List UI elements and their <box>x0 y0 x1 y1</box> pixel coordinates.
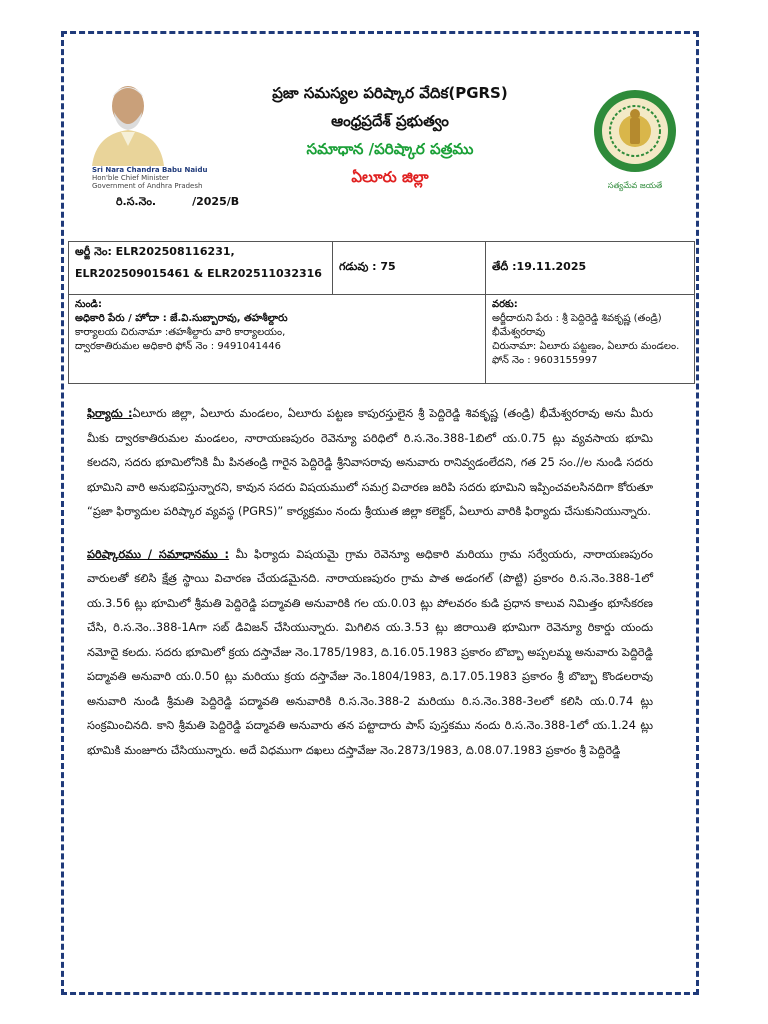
petitioner-name: అర్జీదారుని పేరు : శ్రీ పెద్దిరెడ్డి శివకృష్ణ (తండ్రి) భీమేశ్వరరావు <box>492 313 662 338</box>
andhra-pradesh-emblem-icon <box>592 84 678 194</box>
complaint-label: ఫిర్యాదు : <box>87 407 133 420</box>
from-cell <box>69 295 486 384</box>
resolution-text: మీ ఫిర్యాదు విషయమై గ్రామ రెవెన్యూ అధికారి మరియు గ్రామ సర్వేయరు, నారాయణపురం వారులతో కలిసి క్షేత్ర స్థాయి విచారణ చేయడమైనది. నారాయణపురం గ్రామ పాత అడంగల్ (పొట్టి) ప్రకారం రి.స.నెం.388-1లో య.3.56 ట్లు భూమిలో శ్రీమతి పెద్దిరెడ్డి పద్మావతి అనువారికి గల య.0.03 ట్లు పోలవరం కుడి ప్రధాన కాలువ నిమిత్తం భూసేకరణ చేసి, రి.స.నెం..388-1Aగా సబ్ డివిజన్ చేసియున్నారు. మిగిలిన య.3.53 ట్లు జిరాయితి భూమిగా రెవెన్యూ రికార్డు యందు నమోదై కలదు. సదరు భూమిలో క్రయ దస్తావేజు నెం.1785/1983, ది.16.05.1983 ప్రకారం బొబ్బా అప్పలమ్మ అనువారు పెద్దిరెడ్డి పద్మావతి అనువారి య.0.50 ట్లు మరియు క్రయ దస్తావేజు నెం.1804/1983, ది.17.05.1983 ప్రకారం శ్రీ బొబ్బా కొండలరావు అనువారి నుండి శ్రీమతి పెద్దిరెడ్డి పద్మావతి అనువారికి రి.స.నెం.388-2 మరియు రి.స.నెం.388-3లలో కలిసి య.0.74 ట్లు సంక్రమించినది. కాని శ్రీమతి పెద్దిరెడ్డి పద్మావతి అనువారు తన పట్టాదారు పాస్ పుస్తకము నందు రి.స.నెం.388-1లో య.1.24 ట్లు భూమికి మంజూరు చేసియున్నారు. అదే విధముగా దఖలు దస్తావేజు నెం.2873/1983, ది.08.07.1983 ప్రకారం శ్రీ పెద్దిరెడ్డి <box>87 547 653 757</box>
complaint-paragraph <box>87 402 653 525</box>
petition-details-table <box>68 241 695 384</box>
from-label: నుండి: <box>75 299 102 310</box>
resolution-paragraph <box>87 543 653 764</box>
letter-body <box>87 402 653 763</box>
complaint-text: ఏలూరు జిల్లా, ఏలూరు మండలం, ఏలూరు పట్టణ కాపురస్తులైన శ్రీ పెద్దిరెడ్డి శివకృష్ణ (తండ్రి) భీమేశ్వరరావు అను మీరు మీకు ద్వారకాతిరుమల మండలం, నారాయణపురం రెవెన్యూ పరిధిలో రి.స.నెం.388-1బిలో య.0.75 ట్లు వ్యవసాయ భూమి కలదని, సదరు భూమిలోనికి మీ పినతండ్రి గారైన పెద్దిరెడ్డి శ్రీనివాసరావు అనువారు రానివ్వడంలేదని, గత 25 సం.//ల నుండి సదరు భూమిని వారి అనుభవిస్తున్నారని, కావున సదరు విషయములో సమగ్ర విచారణ జరిపి సదరు భూమిని ఇప్పించవలసినదిగా కోరుతూ “ప్రజా ఫిర్యాదుల పరిష్కార వ్యవస్థ (PGRS)” కార్యక్రమం నందు శ్రీయుత జిల్లా కలెక్టర్, ఏలూరు వారికి ఫిర్యాదు చేసుకునియున్నారు. <box>87 407 653 518</box>
ref-value: /2025/B <box>192 195 240 208</box>
title-government: ఆంధ్రప్రదేశ్ ప్రభుత్వం <box>331 112 449 130</box>
cm-portrait-image <box>88 76 168 166</box>
reference-number <box>116 195 239 211</box>
officer-line: అధికారి పేరు / హోదా : జే.వి.సుబ్బారావు, తహశీల్దారు <box>75 313 288 324</box>
petition-number-line2: ELR202509015461 & ELR202511032316 <box>75 267 322 280</box>
petitioner-address: చిరునామా: ఏలూరు పట్టణం, ఏలూరు మండలం. <box>492 341 680 352</box>
title-pgrs: ప్రజా సమస్యల పరిష్కార వేదిక(PGRS) <box>272 84 508 102</box>
resolution-label: పరిష్కారము / సమాధానము : <box>87 547 230 561</box>
petition-number-cell <box>69 242 333 295</box>
cm-caption <box>92 166 207 190</box>
to-label: వరకు: <box>492 299 518 310</box>
title-resolution-letter: సమాధాన /పరిష్కార పత్రము <box>306 140 474 158</box>
cm-designation: Hon'ble Chief Minister <box>92 174 170 182</box>
petition-number-line1: అర్జీ నెం: ELR202508116231, <box>75 245 235 258</box>
office-address: కార్యాలయ చిరునామా :తహశీల్దారు వారి కార్యాలయం, <box>75 327 286 338</box>
date-cell: తేదీ :19.11.2025 <box>486 242 695 295</box>
title-block <box>230 84 550 190</box>
petitioner-phone: ఫోన్ నెం : 9603155997 <box>492 355 598 366</box>
to-cell <box>486 295 695 384</box>
cm-name: Sri Nara Chandra Babu Naidu <box>92 166 208 174</box>
deadline-cell: గడువు : 75 <box>333 242 486 295</box>
office-phone: ద్వారకాతిరుమల అధికారి ఫోన్ నెం : 9491041446 <box>75 341 281 352</box>
title-district: ఏలూరు జిల్లా <box>351 168 429 186</box>
emblem-motto: సత్యమేవ జయతే <box>607 181 663 190</box>
ref-label: రి.స.నెం. <box>116 195 157 208</box>
cm-government: Government of Andhra Pradesh <box>92 182 203 190</box>
